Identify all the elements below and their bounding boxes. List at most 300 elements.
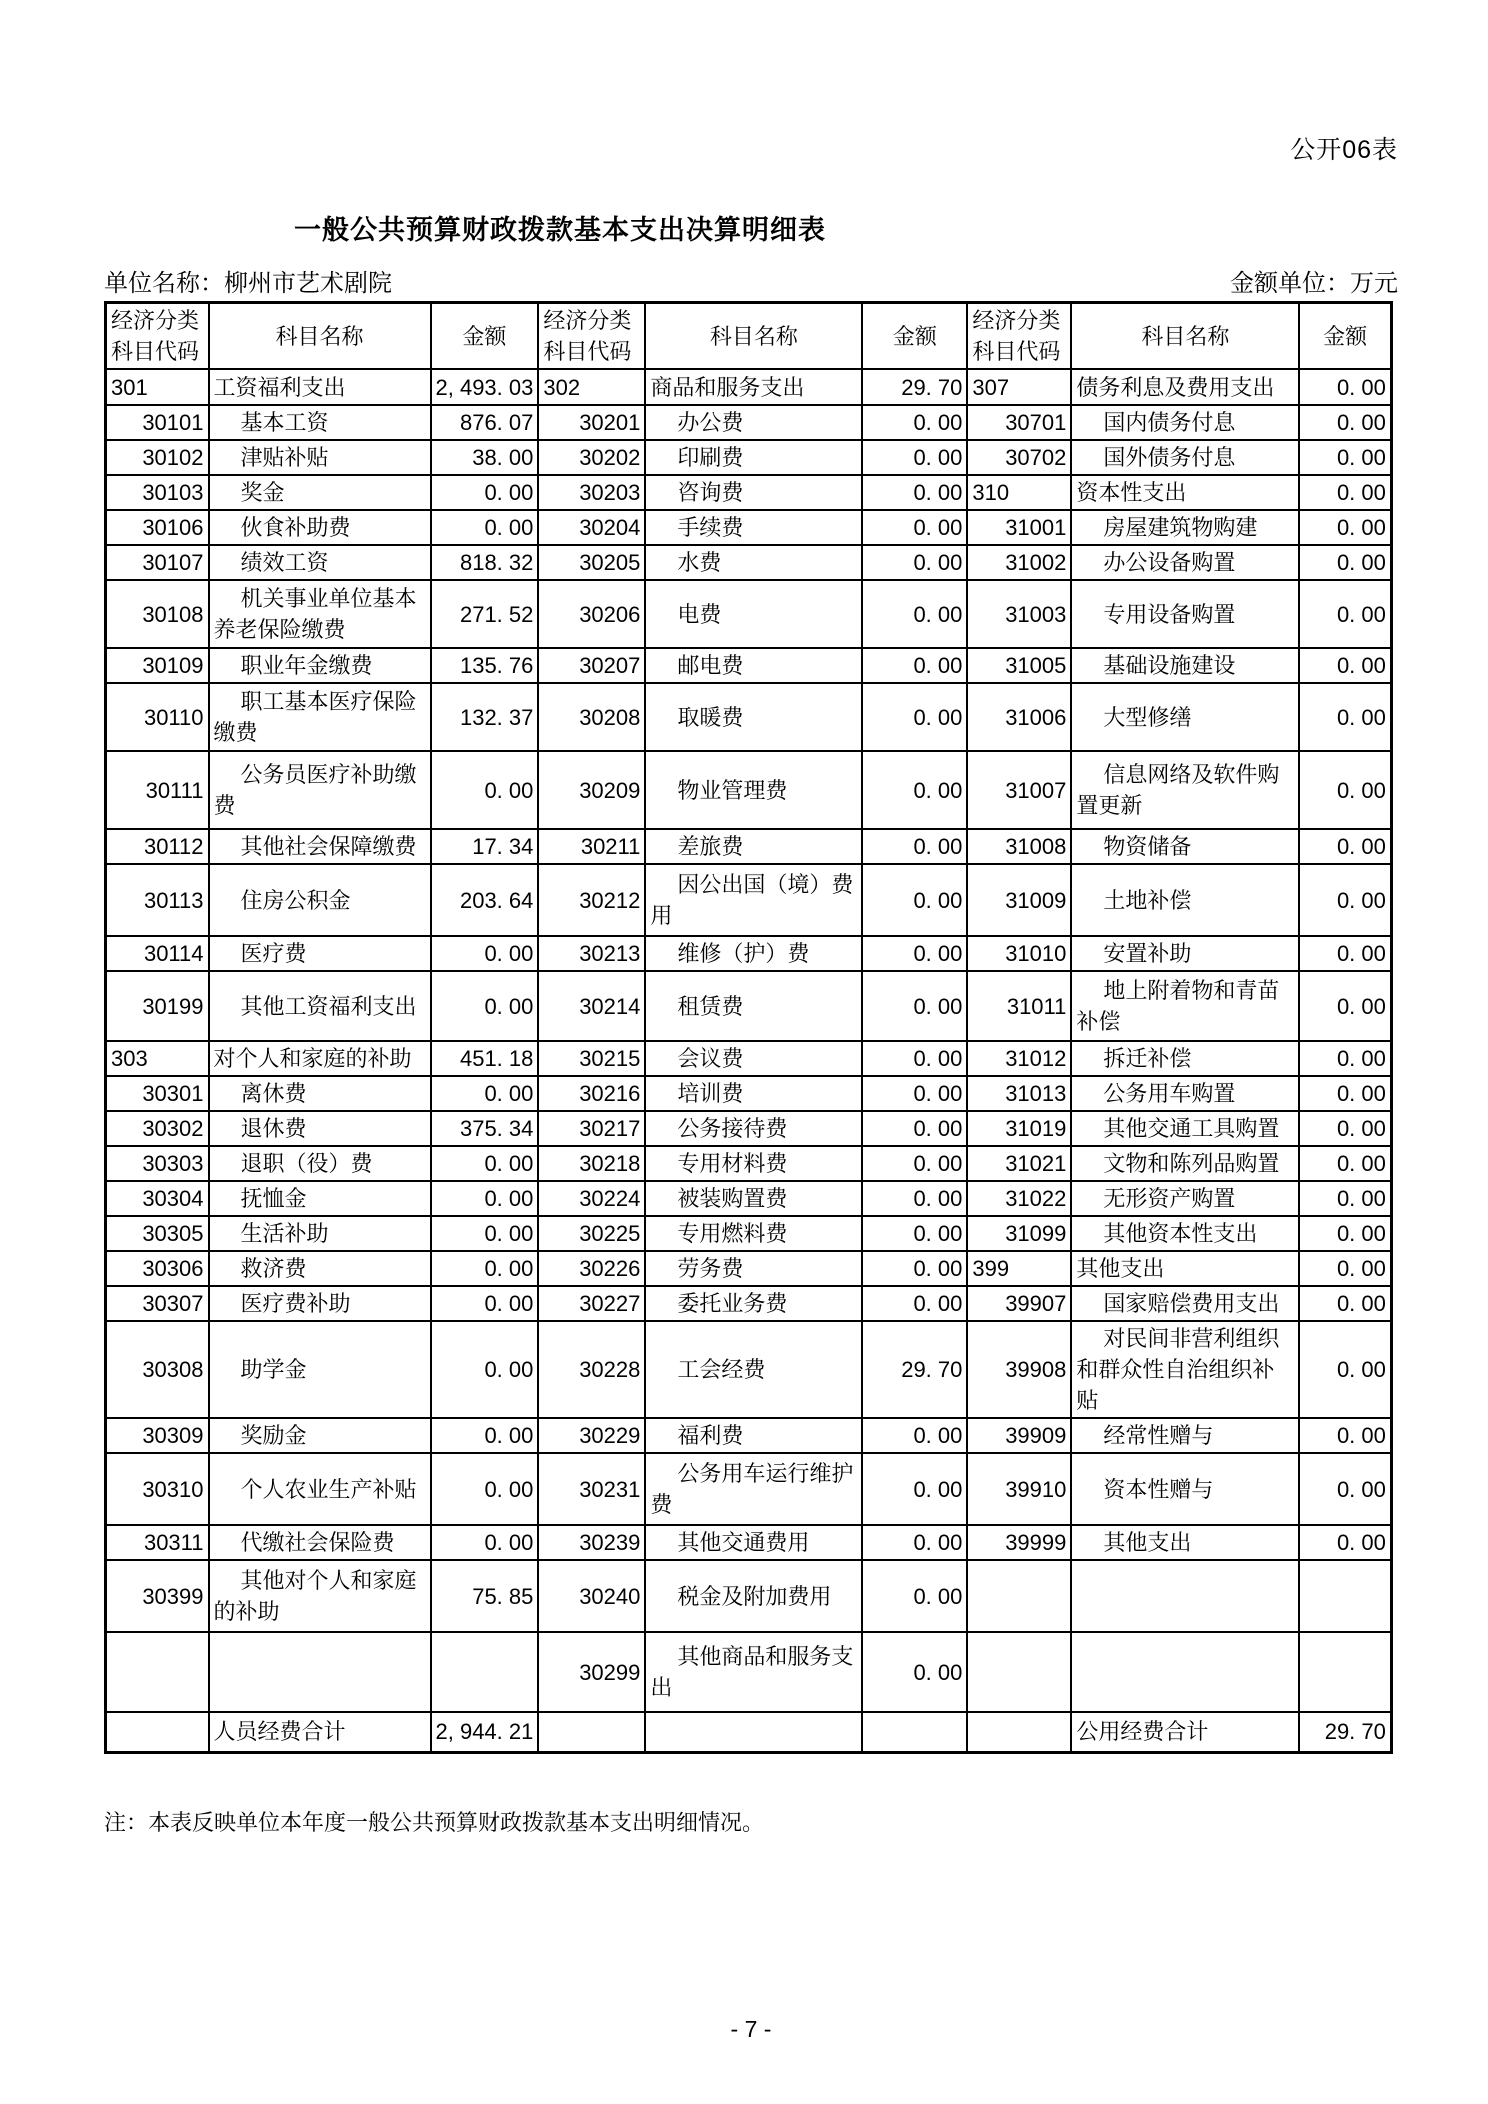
- code-cell: [967, 1560, 1071, 1632]
- table-row: [106, 510, 1392, 545]
- code-cell: 30305: [106, 1216, 209, 1251]
- amount-cell: 0. 00: [431, 1525, 539, 1560]
- name-cell: 公务接待费: [645, 1111, 862, 1146]
- name-cell: 维修（护）费: [645, 936, 862, 971]
- amount-cell: 0. 00: [1299, 1216, 1391, 1251]
- header-name-3: 科目名称: [1071, 303, 1299, 370]
- amount-cell: 0. 00: [1299, 1286, 1391, 1321]
- table-row: [106, 1453, 1392, 1525]
- name-cell: [1071, 1632, 1299, 1712]
- name-cell: 住房公积金: [209, 864, 431, 936]
- code-cell: 39999: [967, 1525, 1071, 1560]
- code-cell: 307: [967, 369, 1071, 405]
- name-cell: 无形资产购置: [1071, 1181, 1299, 1216]
- name-cell: 公务用车购置: [1071, 1076, 1299, 1111]
- amount-cell: 38. 00: [431, 440, 539, 475]
- name-cell: 对民间非营利组织和群众性自治组织补贴: [1071, 1321, 1299, 1418]
- table-row: [106, 1041, 1392, 1076]
- amount-cell: 0. 00: [1299, 1041, 1391, 1076]
- amount-cell: 17. 34: [431, 829, 539, 864]
- table-row: [106, 1525, 1392, 1560]
- expenditure-table: [104, 301, 1393, 1754]
- header-amount-2: 金额: [862, 303, 967, 370]
- code-cell: 30311: [106, 1525, 209, 1560]
- table-row: [106, 1111, 1392, 1146]
- amount-cell: 0. 00: [862, 545, 967, 580]
- amount-cell: 818. 32: [431, 545, 539, 580]
- name-cell: 拆迁补偿: [1071, 1041, 1299, 1076]
- name-cell: [1071, 1560, 1299, 1632]
- name-cell: 电费: [645, 580, 862, 648]
- code-cell: 30214: [538, 971, 645, 1041]
- code-cell: 39907: [967, 1286, 1071, 1321]
- name-cell: 安置补助: [1071, 936, 1299, 971]
- name-cell: 专用燃料费: [645, 1216, 862, 1251]
- table-header-row: [106, 303, 1392, 370]
- name-cell: 物资储备: [1071, 829, 1299, 864]
- amount-cell: 0. 00: [1299, 829, 1391, 864]
- amount-cell: 0. 00: [431, 1216, 539, 1251]
- code-cell: 30110: [106, 683, 209, 751]
- amount-cell: 0. 00: [1299, 369, 1391, 405]
- name-cell: 因公出国（境）费用: [645, 864, 862, 936]
- name-cell: 国外债务付息: [1071, 440, 1299, 475]
- header-amount-3: 金额: [1299, 303, 1391, 370]
- code-cell: [538, 1712, 645, 1752]
- code-cell: [967, 1712, 1071, 1752]
- code-cell: 30208: [538, 683, 645, 751]
- name-cell: 差旅费: [645, 829, 862, 864]
- amount-cell: 29. 70: [862, 369, 967, 405]
- code-cell: 31006: [967, 683, 1071, 751]
- amount-cell: 0. 00: [1299, 1453, 1391, 1525]
- meta-row: [104, 263, 1398, 298]
- code-cell: 30306: [106, 1251, 209, 1286]
- code-cell: 30212: [538, 864, 645, 936]
- name-cell: 大型修缮: [1071, 683, 1299, 751]
- code-cell: 30307: [106, 1286, 209, 1321]
- name-cell: 咨询费: [645, 475, 862, 510]
- table-row: [106, 751, 1392, 829]
- code-cell: 31013: [967, 1076, 1071, 1111]
- code-cell: 39908: [967, 1321, 1071, 1418]
- amount-cell: 0. 00: [862, 1216, 967, 1251]
- name-cell: 工会经费: [645, 1321, 862, 1418]
- name-cell: 被装购置费: [645, 1181, 862, 1216]
- amount-cell: 0. 00: [1299, 440, 1391, 475]
- name-cell: [645, 1712, 862, 1752]
- amount-cell: 0. 00: [1299, 580, 1391, 648]
- amount-cell: 0. 00: [862, 1560, 967, 1632]
- name-cell: 公务员医疗补助缴费: [209, 751, 431, 829]
- code-cell: 30218: [538, 1146, 645, 1181]
- amount-cell: 0. 00: [862, 1632, 967, 1712]
- name-cell: 专用设备购置: [1071, 580, 1299, 648]
- name-cell: 其他交通工具购置: [1071, 1111, 1299, 1146]
- code-cell: 30113: [106, 864, 209, 936]
- amount-cell: 0. 00: [862, 1251, 967, 1286]
- code-cell: 30304: [106, 1181, 209, 1216]
- doc-label: 公开06表: [1290, 136, 1398, 164]
- amount-cell: 0. 00: [862, 1525, 967, 1560]
- amount-cell: 2, 944. 21: [431, 1712, 539, 1752]
- table-row: [106, 545, 1392, 580]
- table-row: [106, 1286, 1392, 1321]
- code-cell: 30310: [106, 1453, 209, 1525]
- name-cell: 其他社会保障缴费: [209, 829, 431, 864]
- code-cell: 30215: [538, 1041, 645, 1076]
- code-cell: 30399: [106, 1560, 209, 1632]
- code-cell: 30228: [538, 1321, 645, 1418]
- table-row: [106, 829, 1392, 864]
- code-cell: 31002: [967, 545, 1071, 580]
- code-cell: 30240: [538, 1560, 645, 1632]
- name-cell: 其他支出: [1071, 1525, 1299, 1560]
- table-row: [106, 1712, 1392, 1752]
- amount-cell: 0. 00: [1299, 1251, 1391, 1286]
- code-cell: 30216: [538, 1076, 645, 1111]
- code-cell: 31007: [967, 751, 1071, 829]
- amount-cell: 0. 00: [431, 510, 539, 545]
- name-cell: 公务用车运行维护费: [645, 1453, 862, 1525]
- name-cell: 水费: [645, 545, 862, 580]
- name-cell: 人员经费合计: [209, 1712, 431, 1752]
- name-cell: 信息网络及软件购置更新: [1071, 751, 1299, 829]
- code-cell: 30701: [967, 405, 1071, 440]
- code-cell: 30111: [106, 751, 209, 829]
- code-cell: 30112: [106, 829, 209, 864]
- name-cell: 工资福利支出: [209, 369, 431, 405]
- table-row: [106, 1632, 1392, 1712]
- code-cell: 30102: [106, 440, 209, 475]
- unit-name-label: 单位名称：柳州市艺术剧院: [104, 270, 392, 297]
- name-cell: 医疗费补助: [209, 1286, 431, 1321]
- name-cell: 个人农业生产补贴: [209, 1453, 431, 1525]
- name-cell: 其他工资福利支出: [209, 971, 431, 1041]
- amount-cell: 0. 00: [862, 751, 967, 829]
- amount-cell: 0. 00: [431, 1251, 539, 1286]
- amount-cell: 0. 00: [1299, 475, 1391, 510]
- code-cell: 30206: [538, 580, 645, 648]
- amount-cell: 0. 00: [431, 1286, 539, 1321]
- code-cell: 30201: [538, 405, 645, 440]
- table-row: [106, 1418, 1392, 1453]
- code-cell: 30224: [538, 1181, 645, 1216]
- amount-cell: 0. 00: [1299, 1418, 1391, 1453]
- name-cell: 税金及附加费用: [645, 1560, 862, 1632]
- amount-cell: [1299, 1632, 1391, 1712]
- table-row: [106, 580, 1392, 648]
- table-row: [106, 369, 1392, 405]
- code-cell: 30109: [106, 648, 209, 683]
- amount-cell: 135. 76: [431, 648, 539, 683]
- amount-cell: 0. 00: [862, 648, 967, 683]
- name-cell: 基础设施建设: [1071, 648, 1299, 683]
- name-cell: 代缴社会保险费: [209, 1525, 431, 1560]
- name-cell: 专用材料费: [645, 1146, 862, 1181]
- amount-cell: 0. 00: [862, 1111, 967, 1146]
- name-cell: 其他对个人和家庭的补助: [209, 1560, 431, 1632]
- amount-cell: 0. 00: [1299, 1146, 1391, 1181]
- amount-cell: 0. 00: [862, 829, 967, 864]
- amount-cell: 0. 00: [1299, 971, 1391, 1041]
- name-cell: 其他交通费用: [645, 1525, 862, 1560]
- amount-cell: 0. 00: [1299, 648, 1391, 683]
- code-cell: [106, 1712, 209, 1752]
- name-cell: 土地补偿: [1071, 864, 1299, 936]
- code-cell: 30227: [538, 1286, 645, 1321]
- amount-cell: 0. 00: [862, 1076, 967, 1111]
- table-row: [106, 475, 1392, 510]
- code-cell: 31011: [967, 971, 1071, 1041]
- code-cell: 30226: [538, 1251, 645, 1286]
- code-cell: 399: [967, 1251, 1071, 1286]
- amount-cell: 0. 00: [431, 751, 539, 829]
- name-cell: 办公设备购置: [1071, 545, 1299, 580]
- table-row: [106, 648, 1392, 683]
- code-cell: 30702: [967, 440, 1071, 475]
- name-cell: 会议费: [645, 1041, 862, 1076]
- code-cell: 30207: [538, 648, 645, 683]
- name-cell: 国内债务付息: [1071, 405, 1299, 440]
- code-cell: 310: [967, 475, 1071, 510]
- code-cell: 30231: [538, 1453, 645, 1525]
- amount-cell: 0. 00: [1299, 683, 1391, 751]
- name-cell: 其他支出: [1071, 1251, 1299, 1286]
- name-cell: 租赁费: [645, 971, 862, 1041]
- table-row: [106, 1560, 1392, 1632]
- name-cell: 商品和服务支出: [645, 369, 862, 405]
- amount-cell: 0. 00: [862, 864, 967, 936]
- table-row: [106, 1146, 1392, 1181]
- amount-cell: 0. 00: [862, 936, 967, 971]
- amount-cell: 0. 00: [862, 1146, 967, 1181]
- amount-cell: 0. 00: [431, 936, 539, 971]
- code-cell: 30205: [538, 545, 645, 580]
- code-cell: 30203: [538, 475, 645, 510]
- amount-cell: 0. 00: [862, 971, 967, 1041]
- code-cell: 30308: [106, 1321, 209, 1418]
- name-cell: 职工基本医疗保险缴费: [209, 683, 431, 751]
- name-cell: 退休费: [209, 1111, 431, 1146]
- code-cell: 30213: [538, 936, 645, 971]
- amount-cell: 0. 00: [431, 1453, 539, 1525]
- code-cell: 30217: [538, 1111, 645, 1146]
- amount-cell: 0. 00: [862, 1041, 967, 1076]
- header-code-2: 经济分类 科目代码: [538, 303, 645, 370]
- name-cell: 国家赔偿费用支出: [1071, 1286, 1299, 1321]
- amount-cell: 29. 70: [1299, 1712, 1391, 1752]
- amount-cell: 0. 00: [862, 580, 967, 648]
- name-cell: 印刷费: [645, 440, 862, 475]
- name-cell: 办公费: [645, 405, 862, 440]
- code-cell: 39910: [967, 1453, 1071, 1525]
- amount-cell: 451. 18: [431, 1041, 539, 1076]
- name-cell: 劳务费: [645, 1251, 862, 1286]
- code-cell: 31022: [967, 1181, 1071, 1216]
- name-cell: 邮电费: [645, 648, 862, 683]
- amount-cell: 0. 00: [1299, 1076, 1391, 1111]
- table-row: [106, 683, 1392, 751]
- name-cell: 抚恤金: [209, 1181, 431, 1216]
- name-cell: 公用经费合计: [1071, 1712, 1299, 1752]
- amount-cell: 132. 37: [431, 683, 539, 751]
- code-cell: 30204: [538, 510, 645, 545]
- code-cell: [106, 1632, 209, 1712]
- table-body: [106, 369, 1392, 1752]
- header-name-1: 科目名称: [209, 303, 431, 370]
- code-cell: 31005: [967, 648, 1071, 683]
- amount-cell: 0. 00: [862, 1418, 967, 1453]
- table-row: [106, 440, 1392, 475]
- name-cell: 离休费: [209, 1076, 431, 1111]
- code-cell: 30209: [538, 751, 645, 829]
- amount-unit-label: 金额单位：万元: [1230, 270, 1398, 297]
- code-cell: 30108: [106, 580, 209, 648]
- name-cell: 救济费: [209, 1251, 431, 1286]
- code-cell: 30302: [106, 1111, 209, 1146]
- table-row: [106, 1181, 1392, 1216]
- name-cell: 资本性支出: [1071, 475, 1299, 510]
- code-cell: 31001: [967, 510, 1071, 545]
- code-cell: 31021: [967, 1146, 1071, 1181]
- code-cell: 30239: [538, 1525, 645, 1560]
- amount-cell: 0. 00: [862, 683, 967, 751]
- header-amount-1: 金额: [431, 303, 539, 370]
- amount-cell: 0. 00: [1299, 1321, 1391, 1418]
- name-cell: 物业管理费: [645, 751, 862, 829]
- table-row: [106, 864, 1392, 936]
- amount-cell: 2, 493. 03: [431, 369, 539, 405]
- page-number: - 7 -: [730, 2016, 772, 2042]
- amount-cell: [431, 1632, 539, 1712]
- code-cell: 39909: [967, 1418, 1071, 1453]
- code-cell: 30101: [106, 405, 209, 440]
- code-cell: 30299: [538, 1632, 645, 1712]
- code-cell: 30309: [106, 1418, 209, 1453]
- code-cell: 31010: [967, 936, 1071, 971]
- amount-cell: 29. 70: [862, 1321, 967, 1418]
- amount-cell: 271. 52: [431, 580, 539, 648]
- amount-cell: [1299, 1560, 1391, 1632]
- name-cell: 机关事业单位基本养老保险缴费: [209, 580, 431, 648]
- table-row: [106, 1076, 1392, 1111]
- name-cell: 培训费: [645, 1076, 862, 1111]
- name-cell: 伙食补助费: [209, 510, 431, 545]
- name-cell: 债务利息及费用支出: [1071, 369, 1299, 405]
- name-cell: 生活补助: [209, 1216, 431, 1251]
- table-row: [106, 936, 1392, 971]
- code-cell: 31012: [967, 1041, 1071, 1076]
- name-cell: 退职（役）费: [209, 1146, 431, 1181]
- code-cell: 30114: [106, 936, 209, 971]
- amount-cell: 0. 00: [1299, 510, 1391, 545]
- code-cell: 301: [106, 369, 209, 405]
- code-cell: 30303: [106, 1146, 209, 1181]
- amount-cell: 0. 00: [862, 440, 967, 475]
- amount-cell: 0. 00: [1299, 1111, 1391, 1146]
- header-code-1: 经济分类 科目代码: [106, 303, 209, 370]
- name-cell: 资本性赠与: [1071, 1453, 1299, 1525]
- amount-cell: 375. 34: [431, 1111, 539, 1146]
- name-cell: [209, 1632, 431, 1712]
- amount-cell: 0. 00: [862, 510, 967, 545]
- amount-cell: 0. 00: [862, 1286, 967, 1321]
- amount-cell: 0. 00: [431, 475, 539, 510]
- name-cell: 福利费: [645, 1418, 862, 1453]
- amount-cell: [862, 1712, 967, 1752]
- amount-cell: 0. 00: [1299, 864, 1391, 936]
- amount-cell: 876. 07: [431, 405, 539, 440]
- name-cell: 地上附着物和青苗补偿: [1071, 971, 1299, 1041]
- amount-cell: 0. 00: [862, 1181, 967, 1216]
- amount-cell: 0. 00: [431, 1181, 539, 1216]
- header-name-2: 科目名称: [645, 303, 862, 370]
- name-cell: 委托业务费: [645, 1286, 862, 1321]
- amount-cell: 0. 00: [1299, 1525, 1391, 1560]
- code-cell: 30202: [538, 440, 645, 475]
- code-cell: 30229: [538, 1418, 645, 1453]
- amount-cell: 0. 00: [1299, 936, 1391, 971]
- name-cell: 其他资本性支出: [1071, 1216, 1299, 1251]
- amount-cell: 0. 00: [862, 1453, 967, 1525]
- amount-cell: 0. 00: [431, 1418, 539, 1453]
- name-cell: 经常性赠与: [1071, 1418, 1299, 1453]
- amount-cell: 0. 00: [1299, 545, 1391, 580]
- name-cell: 基本工资: [209, 405, 431, 440]
- code-cell: 31003: [967, 580, 1071, 648]
- table-row: [106, 1321, 1392, 1418]
- amount-cell: 0. 00: [862, 475, 967, 510]
- table-row: [106, 1216, 1392, 1251]
- code-cell: 31019: [967, 1111, 1071, 1146]
- table-row: [106, 971, 1392, 1041]
- name-cell: 取暖费: [645, 683, 862, 751]
- code-cell: 31009: [967, 864, 1071, 936]
- amount-cell: 0. 00: [431, 1146, 539, 1181]
- name-cell: 对个人和家庭的补助: [209, 1041, 431, 1076]
- page-title: 一般公共预算财政拨款基本支出决算明细表: [294, 215, 826, 245]
- name-cell: 奖励金: [209, 1418, 431, 1453]
- amount-cell: 0. 00: [431, 1321, 539, 1418]
- amount-cell: 0. 00: [862, 405, 967, 440]
- name-cell: 医疗费: [209, 936, 431, 971]
- amount-cell: 75. 85: [431, 1560, 539, 1632]
- code-cell: 302: [538, 369, 645, 405]
- name-cell: 房屋建筑物购建: [1071, 510, 1299, 545]
- name-cell: 手续费: [645, 510, 862, 545]
- name-cell: 津贴补贴: [209, 440, 431, 475]
- code-cell: 30199: [106, 971, 209, 1041]
- amount-cell: 0. 00: [1299, 1181, 1391, 1216]
- code-cell: 30211: [538, 829, 645, 864]
- name-cell: 其他商品和服务支出: [645, 1632, 862, 1712]
- amount-cell: 0. 00: [431, 971, 539, 1041]
- code-cell: 30103: [106, 475, 209, 510]
- name-cell: 绩效工资: [209, 545, 431, 580]
- code-cell: 30225: [538, 1216, 645, 1251]
- name-cell: 助学金: [209, 1321, 431, 1418]
- code-cell: 30107: [106, 545, 209, 580]
- code-cell: 303: [106, 1041, 209, 1076]
- name-cell: 奖金: [209, 475, 431, 510]
- name-cell: 职业年金缴费: [209, 648, 431, 683]
- amount-cell: 203. 64: [431, 864, 539, 936]
- code-cell: 31099: [967, 1216, 1071, 1251]
- code-cell: [967, 1632, 1071, 1712]
- table-row: [106, 405, 1392, 440]
- header-code-3: 经济分类 科目代码: [967, 303, 1071, 370]
